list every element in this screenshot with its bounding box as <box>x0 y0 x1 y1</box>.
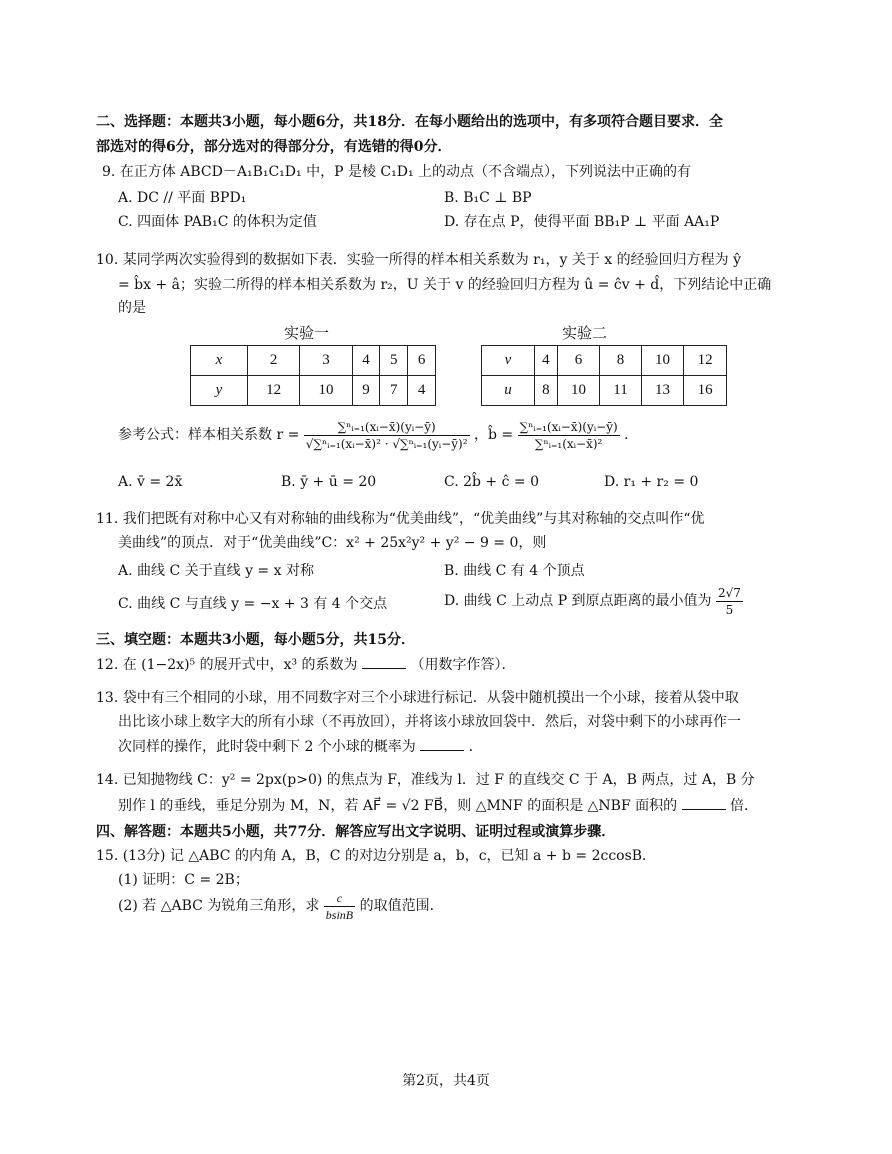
q11-stem-line1: 11. 我们把既有对称中心又有对称轴的曲线称为“优美曲线”，“优美曲线”与其对称轴的交点叫作“优 <box>96 511 705 527</box>
q11-fraction-numerator: 2√7 <box>718 585 741 600</box>
q9-option-d: D. 存在点 P，使得平面 BB₁P ⊥ 平面 AA₁P <box>444 214 720 230</box>
table1-cell: 2 <box>248 346 300 376</box>
q12-answer-blank <box>362 654 406 669</box>
table2-cell: 13 <box>641 376 684 406</box>
table2-cell: 4 <box>535 346 558 376</box>
table1-cell: 6 <box>408 346 436 376</box>
section2-heading-line2: 部选对的得6分，部分选对的得部分分，有选错的得0分． <box>96 139 452 155</box>
q13-stem-line2: 出比该小球上数字大的所有小球（不再放回），并将该小球放回袋中．然后，对袋中剩下的小球再作一 <box>118 714 741 730</box>
q11-option-d-text: D. 曲线 C 上动点 P 到原点距离的最小值为 <box>444 593 712 609</box>
q12-stem-end: （用数字作答）． <box>410 657 516 673</box>
q10-stem-line1: 10. 某同学两次实验得到的数据如下表．实验一所得的样本相关系数为 r₁，y 关于 x 的经验回归方程为 ŷ <box>96 252 741 268</box>
r-denominator: √∑ⁿᵢ₌₁(xᵢ−x̄)² · √∑ⁿᵢ₌₁(yᵢ−ȳ)² <box>305 436 468 451</box>
q15-stem: 15. (13分) 记 △ABC 的内角 A，B，C 的对边分别是 a，b，c，已知 a + b = 2ccosB． <box>96 848 657 864</box>
q15-fraction <box>324 890 355 923</box>
q15-fraction-denominator: bsinB <box>325 907 354 922</box>
b-denominator: ∑ⁿᵢ₌₁(xᵢ−x̄)² <box>534 436 603 451</box>
q14-answer-blank <box>682 795 726 810</box>
q13-stem-line3: 次同样的操作，此时袋中剩下 2 个小球的概率为 <box>118 739 416 755</box>
q10-option-b: B. ȳ + ū = 20 <box>281 474 377 490</box>
table1-header-x: x <box>191 346 248 376</box>
b-label: ，b̂ = <box>473 427 514 443</box>
b-numerator: ∑ⁿᵢ₌₁(xᵢ−x̄)(yᵢ−ȳ) <box>519 419 618 434</box>
q11-option-a: A. 曲线 C 关于直线 y = x 对称 <box>118 563 314 579</box>
q11-option-d <box>444 584 743 618</box>
section2-heading-line1: 二、选择题：本题共3小题，每小题6分，共18分．在每小题给出的选项中，有多项符合题目要求．全 <box>96 114 723 130</box>
experiment2-table <box>481 345 727 406</box>
table2-cell: 8 <box>535 376 558 406</box>
table2-header-u: u <box>482 376 535 406</box>
table1-cell: 5 <box>380 346 408 376</box>
q11-option-c: C. 曲线 C 与直线 y = −x + 3 有 4 个交点 <box>118 596 388 612</box>
q15-part2-end: 的取值范围． <box>359 898 444 914</box>
q15-part2-stem: (2) 若 △ABC 为锐角三角形，求 <box>118 898 320 914</box>
q12 <box>96 654 515 675</box>
q13-line3 <box>118 736 483 757</box>
formula-label: 参考公式：样本相关系数 r = <box>118 427 300 443</box>
q11-option-b: B. 曲线 C 有 4 个顶点 <box>444 563 585 579</box>
table1-cell: 12 <box>248 376 300 406</box>
table2-cell: 8 <box>600 346 641 376</box>
section3-heading: 三、填空题：本题共3小题，每小题5分，共15分． <box>96 632 415 648</box>
q13-stem-line1: 13. 袋中有三个相同的小球，用不同数字对三个小球进行标记．从袋中随机摸出一个小球，接着从袋中取 <box>96 690 739 706</box>
q15-fraction-numerator: c <box>324 890 355 907</box>
q9-option-c: C. 四面体 PAB₁C 的体积为定值 <box>118 214 317 230</box>
reference-formula: 参考公式：样本相关系数 r = $\frac{\text{∑ⁿᵢ₌₁(xᵢ−x̄)(yᵢ−ȳ)}}{\text{√∑ⁿᵢ₌₁(xᵢ−x̄)² · √∑ⁿᵢ₌₁(yᵢ−ȳ)²}}$ ，b̂ = $\frac{\text{∑ⁿᵢ₌₁(xᵢ−x̄)(yᵢ−ȳ)}}{\text{∑ⁿᵢ₌₁(xᵢ−x̄)²}}$ ． <box>118 419 639 451</box>
experiment1-table <box>190 345 436 406</box>
q10-stem-line2: = b̂x + â；实验二所得的样本相关系数为 r₂，U 关于 v 的经验回归方程为 û = ĉv + d̂，下列结论中正确 <box>118 277 772 293</box>
table1-cell: 9 <box>352 376 380 406</box>
table1-cell: 4 <box>408 376 436 406</box>
table2-cell: 10 <box>557 376 600 406</box>
table2-cell: 6 <box>557 346 600 376</box>
table2-header-v: v <box>482 346 535 376</box>
q10-option-c: C. 2b̂ + ĉ = 0 <box>444 474 539 490</box>
table1-cell: 7 <box>380 376 408 406</box>
table1-cell: 3 <box>300 346 352 376</box>
q14-stem-line1: 14. 已知抛物线 C：y² = 2px(p>0) 的焦点为 F，准线为 l．过 F 的直线交 C 于 A，B 两点，过 A，B 分 <box>96 772 755 788</box>
q14-stem-end: 倍． <box>730 798 759 814</box>
q10-option-d: D. r₁ + r₂ = 0 <box>604 474 699 490</box>
table1-cell: 10 <box>300 376 352 406</box>
q14-line2 <box>118 795 758 816</box>
r-numerator: ∑ⁿᵢ₌₁(xᵢ−x̄)(yᵢ−ȳ) <box>304 419 470 436</box>
experiment2-title: 实验二 <box>562 324 608 342</box>
q11-fraction-denominator: 5 <box>725 602 734 617</box>
table2-cell: 10 <box>641 346 684 376</box>
q10-stem-line3: 的是 <box>118 300 146 316</box>
table1-header-y: y <box>191 376 248 406</box>
q10-option-a: A. v̄ = 2x̄ <box>118 474 183 490</box>
q11-min-distance-fraction <box>716 585 743 618</box>
q12-stem: 12. 在 (1−2x)⁵ 的展开式中，x³ 的系数为 <box>96 657 358 673</box>
table2-cell: 16 <box>684 376 727 406</box>
q11-stem-line2: 美曲线”的顶点．对于“优美曲线”C：x² + 25x²y² + y² − 9 = 0，则 <box>118 535 547 551</box>
q9-stem: 9. 在正方体 ABCD－A₁B₁C₁D₁ 中，P 是棱 C₁D₁ 上的动点（不含端点），下列说法中正确的有 <box>102 164 692 180</box>
q13-answer-blank <box>420 736 464 751</box>
q15-part1: (1) 证明：C = 2B； <box>118 872 249 888</box>
r-fraction <box>304 419 470 452</box>
section4-heading: 四、解答题：本题共5小题，共77分．解答应写出文字说明、证明过程或演算步骤． <box>96 824 616 840</box>
q14-stem-line2: 别作 l 的垂线，垂足分别为 M，N，若 AF⃗ = √2 FB⃗，则 △MNF 的面积是 △NBF 面积的 <box>118 798 678 814</box>
table2-cell: 12 <box>684 346 727 376</box>
table1-cell: 4 <box>352 346 380 376</box>
q9-option-b: B. B₁C ⊥ BP <box>444 190 532 206</box>
b-fraction <box>518 419 620 452</box>
experiment1-title: 实验一 <box>284 324 330 342</box>
page-footer: 第2页，共4页 <box>402 1073 490 1089</box>
q9-option-a: A. DC // 平面 BPD₁ <box>118 190 247 206</box>
q15-part2 <box>118 888 444 924</box>
q13-stem-end: ． <box>468 739 483 755</box>
table2-cell: 11 <box>600 376 641 406</box>
